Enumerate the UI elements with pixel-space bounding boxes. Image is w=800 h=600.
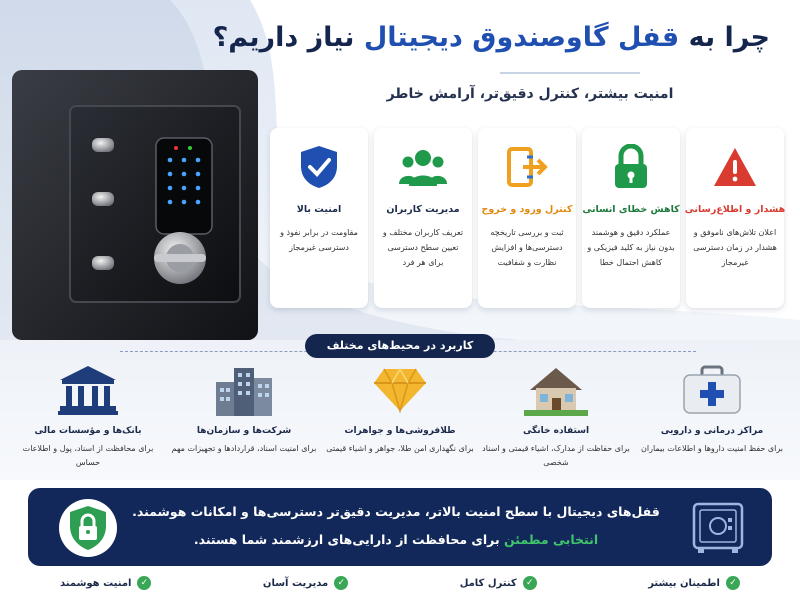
banner-highlight: انتخابی مطمئن bbox=[504, 532, 599, 547]
title-divider bbox=[500, 72, 640, 74]
app-item-medical bbox=[638, 362, 786, 480]
app-desc: برای حفاظت از مدارک، اشیاء قیمتی و اسناد شخصی bbox=[482, 444, 630, 467]
page-subtitle: امنیت بیشتر، کنترل دقیق‌تر، آرامش خاطر bbox=[386, 86, 674, 102]
app-item-jewelry bbox=[326, 362, 474, 480]
feature-card-human-error bbox=[582, 128, 680, 308]
banner-line-2-rest: برای محافظت از دارایی‌های ارزشمند شما هستند. bbox=[193, 532, 500, 547]
app-title: مراکز درمانی و دارویی bbox=[660, 426, 764, 436]
feature-title: هشدار و اطلاع‌رسانی bbox=[684, 204, 786, 215]
users-icon bbox=[398, 142, 448, 192]
app-desc: برای امنیت اسناد، قراردادها و تجهیزات مهم bbox=[171, 444, 317, 453]
app-title: بانک‌ها و مؤسسات مالی bbox=[34, 426, 142, 436]
feature-card-security bbox=[270, 128, 368, 308]
feature-card-alert bbox=[686, 128, 784, 308]
summary-banner bbox=[28, 488, 772, 566]
check-icon: ✓ bbox=[334, 576, 348, 590]
feature-title: امنیت بالا bbox=[296, 204, 342, 215]
applications-title: کاربرد در محیط‌های مختلف bbox=[305, 334, 495, 358]
warning-icon bbox=[710, 142, 760, 192]
bank-icon bbox=[53, 362, 123, 418]
banner-line-1: قفل‌های دیجیتال با سطح امنیت بالاتر، مدیریت دقیق‌تر دسترسی‌ها و امکانات هوشمند. bbox=[132, 504, 660, 519]
feature-desc: عملکرد دقیق و هوشمند بدون نیاز به کلید فیزیکی و کاهش احتمال خطا bbox=[587, 228, 675, 267]
check-icon: ✓ bbox=[523, 576, 537, 590]
app-title: طلافروشی‌ها و جواهرات bbox=[344, 426, 456, 436]
feature-desc: اعلان تلاش‌های ناموفق و هشدار در زمان دسترسی غیرمجاز bbox=[693, 228, 777, 267]
title-highlight: قفل گاوصندوق دیجیتال bbox=[363, 22, 680, 53]
app-item-banks bbox=[14, 362, 162, 480]
lock-icon bbox=[606, 142, 656, 192]
footer-item bbox=[460, 572, 537, 594]
safe-outline-icon bbox=[690, 500, 746, 556]
feature-desc: تعریف کاربران مختلف و تعیین سطح دسترسی برای هر فرد bbox=[382, 228, 464, 267]
feature-card-users bbox=[374, 128, 472, 308]
app-item-home bbox=[482, 362, 630, 480]
diamond-icon bbox=[365, 362, 435, 418]
app-desc: برای حفظ امنیت داروها و اطلاعات بیماران bbox=[641, 444, 783, 453]
footer-item bbox=[263, 572, 348, 594]
feature-desc: ثبت و بررسی تاریخچه دسترسی‌ها و افزایش نظارت و شفافیت bbox=[490, 228, 564, 267]
app-desc: برای محافظت از اسناد، پول و اطلاعات حساس bbox=[22, 444, 154, 467]
feature-desc: مقاومت در برابر نفوذ و دسترسی غیرمجاز bbox=[280, 228, 358, 252]
footer-label: مدیریت آسان bbox=[262, 577, 329, 589]
title-part2: نیاز داریم؟ bbox=[212, 22, 355, 53]
feature-title: کنترل ورود و خروج bbox=[481, 204, 573, 215]
page-title bbox=[212, 22, 770, 53]
feature-card-entry-exit bbox=[478, 128, 576, 308]
shield-check-icon bbox=[294, 142, 344, 192]
footer-benefits bbox=[60, 572, 740, 594]
banner-line-2 bbox=[116, 532, 676, 547]
check-icon: ✓ bbox=[137, 576, 151, 590]
medical-kit-icon bbox=[677, 362, 747, 418]
feature-title: کاهش خطای انسانی bbox=[582, 204, 680, 215]
app-item-companies bbox=[170, 362, 318, 480]
house-icon bbox=[521, 362, 591, 418]
safe-illustration bbox=[0, 60, 270, 350]
check-icon: ✓ bbox=[726, 576, 740, 590]
entry-exit-icon bbox=[502, 142, 552, 192]
app-title: شرکت‌ها و سازمان‌ها bbox=[196, 426, 292, 436]
feature-cards bbox=[264, 128, 784, 308]
title-part1: چرا به bbox=[688, 22, 770, 53]
shield-lock-icon bbox=[58, 498, 118, 558]
footer-label: کنترل کامل bbox=[459, 577, 517, 589]
applications-row bbox=[10, 362, 790, 480]
feature-title: مدیریت کاربران bbox=[386, 204, 460, 215]
footer-item bbox=[60, 572, 151, 594]
footer-label: امنیت هوشمند bbox=[60, 577, 132, 589]
app-title: استفاده خانگی bbox=[522, 426, 590, 436]
footer-item bbox=[648, 572, 740, 594]
app-desc: برای نگهداری امن طلا، جواهر و اشیاء قیمتی bbox=[326, 444, 474, 453]
office-buildings-icon bbox=[209, 362, 279, 418]
footer-label: اطمینان بیشتر bbox=[648, 577, 720, 589]
